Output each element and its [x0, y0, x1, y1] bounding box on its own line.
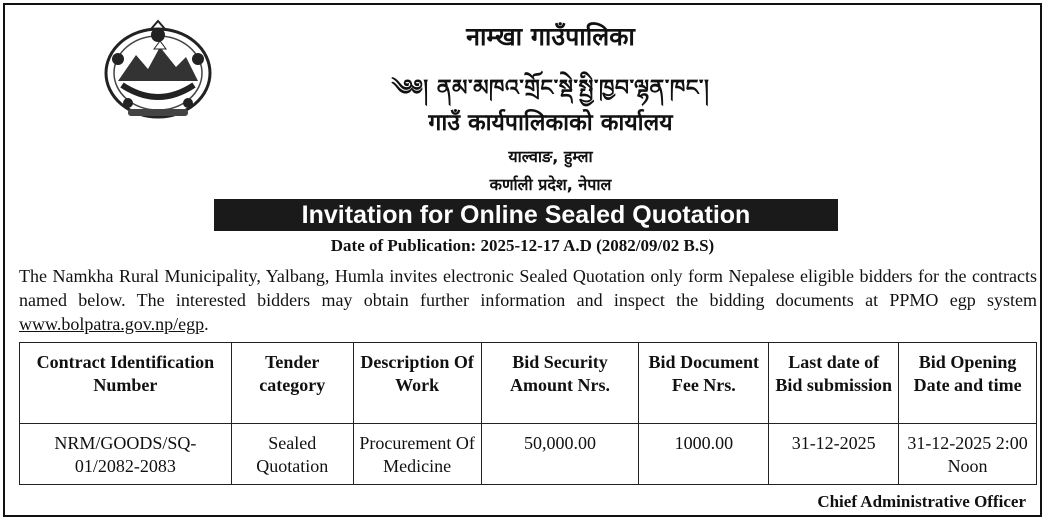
col-header-last-date: Last date of Bid submission [769, 343, 899, 424]
cell-doc-fee: 1000.00 [639, 424, 769, 485]
intro-end: . [204, 314, 209, 334]
publication-date: Date of Publication: 2025-12-17 A.D (2082/09/02 B.S) [330, 236, 715, 255]
table-row [20, 424, 1037, 485]
office-title: गाउँ कार्यपालिकाको कार्यालय [428, 110, 673, 136]
col-header-description: Description Of Work [353, 343, 481, 424]
cell-opening: 31-12-2025 2:00 Noon [899, 424, 1037, 485]
egp-link[interactable]: www.bolpatra.gov.np/egp [19, 314, 205, 334]
col-header-category: Tender category [231, 343, 353, 424]
col-header-doc-fee: Bid Document Fee Nrs. [639, 343, 769, 424]
location-line: याल्वाङ, हुम्ला [508, 147, 593, 166]
tibetan-title: ༄༅། ནམ་མཁའ་གྲོང་སྡེ་སྤྱི་ཁྱབ་ལྷན་ཁང་། [391, 76, 710, 101]
cell-contract-id: NRM/GOODS/SQ-01/2082-2083 [20, 424, 232, 485]
cell-description: Procurement Of Medicine [353, 424, 481, 485]
col-header-opening: Bid Opening Date and time [899, 343, 1037, 424]
table-header-row [20, 343, 1037, 424]
col-header-contract-id: Contract Identification Number [20, 343, 232, 424]
bid-table [19, 342, 1037, 485]
notice-heading: Invitation for Online Sealed Quotation [214, 199, 838, 231]
intro-paragraph [19, 264, 1037, 336]
intro-text: The Namkha Rural Municipality, Yalbang, Humla invites electronic Sealed Quotation only form Nepalese eligible bidders for the contracts named below. The interested bidders may obtain further information and inspect the bidding documents at PPMO egp system [19, 266, 1037, 310]
signatory: Chief Administrative Officer [817, 492, 1026, 511]
cell-last-date: 31-12-2025 [769, 424, 899, 485]
cell-bid-security: 50,000.00 [481, 424, 639, 485]
cell-category: Sealed Quotation [231, 424, 353, 485]
province-line: कर्णाली प्रदेश, नेपाल [489, 175, 612, 194]
col-header-bid-security: Bid Security Amount Nrs. [481, 343, 639, 424]
notice-frame [3, 3, 1042, 517]
municipality-title: नाम्खा गाउँपालिका [466, 22, 635, 51]
